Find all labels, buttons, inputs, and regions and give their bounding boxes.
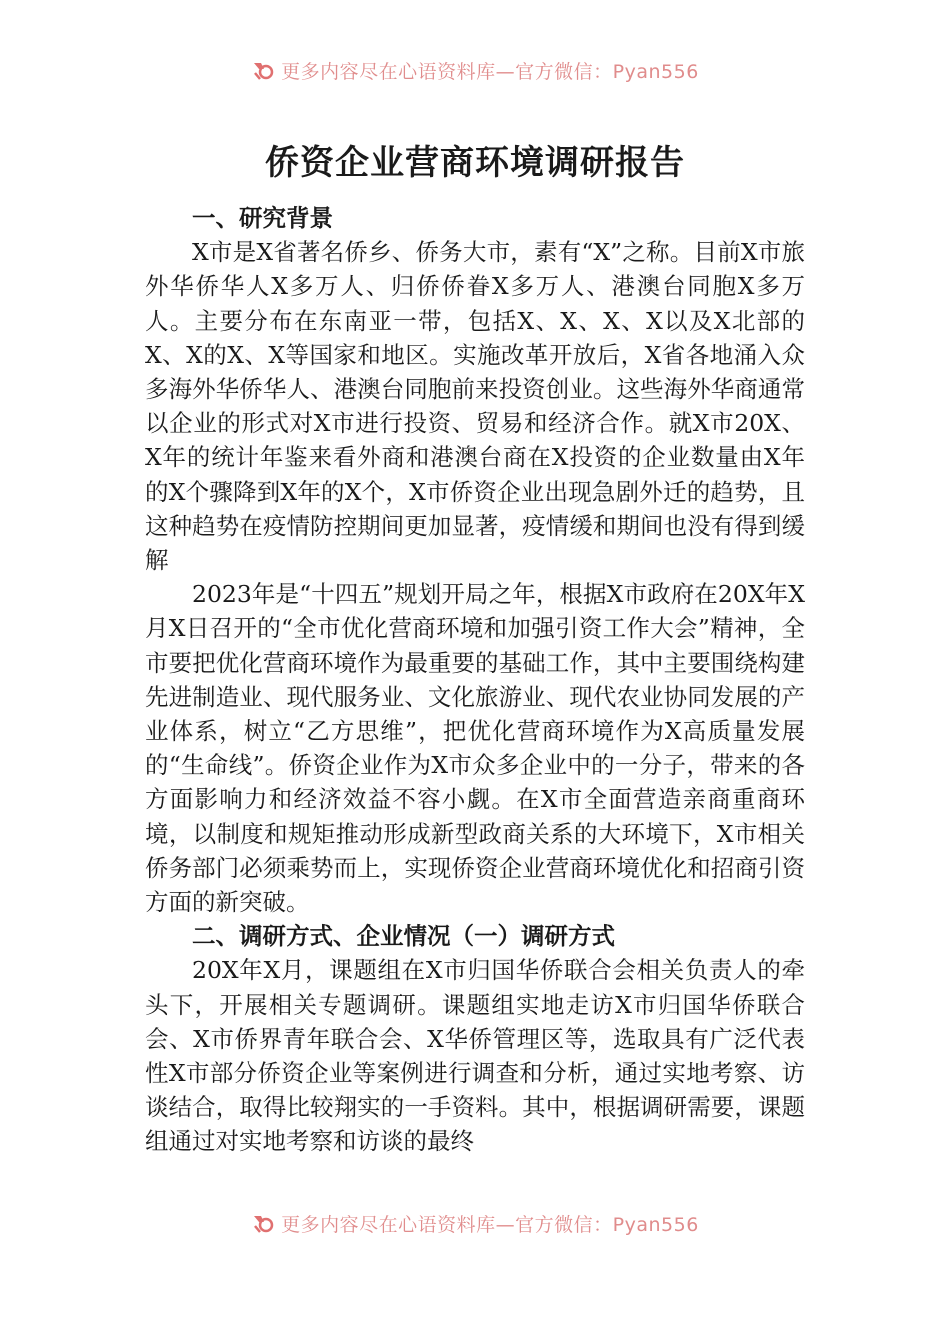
watermark-header (0, 55, 950, 85)
logo-icon (251, 59, 275, 81)
paragraph-planning: 2023年是“十四五”规划开局之年，根据X市政府在20X年X月X日召开的“全市优化营商环境和加强引资工作大会”精神，全市要把优化营商环境作为最重要的基础工作，其中主要围绕构建先进制造业、现代服务业、文化旅游业、现代农业协同发展的产业体系，树立“乙方思维”，把优化营商环境作为X高质量发展的“生命线”。侨资企业作为X市众多企业中的一分子，带来的各方面影响力和经济效益不容小觑。在X市全面营造亲商重商环境，以制度和规矩推动形成新型政商关系的大环境下，X市相关侨务部门必须乘势而上，实现侨资企业营商环境优化和招商引资方面的新突破。 (145, 580, 805, 917)
watermark-footer (0, 1208, 950, 1238)
document-title: 侨资企业营商环境调研报告 (265, 143, 685, 183)
watermark-text: 更多内容尽在心语资料库—官方微信：Pyan556 (281, 60, 699, 83)
section-heading-methods: 二、调研方式、企业情况（一）调研方式 (192, 922, 615, 951)
paragraph-background: X市是X省著名侨乡、侨务大市，素有“X”之称。目前X市旅外华侨华人X多万人、归侨侨眷X多万人、港澳台同胞X多万人。主要分布在东南亚一带，包括X、X、X、X以及X北部的X、X的X、X等国家和地区。实施改革开放后，X省各地涌入众多海外华侨华人、港澳台同胞前来投资创业。这些海外华商通常以企业的形式对X市进行投资、贸易和经济合作。就X市20X、X年的统计年鉴来看外商和港澳台商在X投资的企业数量由X年的X个骤降到X年的X个，X市侨资企业出现急剧外迁的趋势，且这种趋势在疫情防控期间更加显著，疫情缓和期间也没有得到缓解 (145, 238, 805, 575)
document-body (145, 201, 805, 1159)
logo-icon (251, 1212, 275, 1234)
watermark-text: 更多内容尽在心语资料库—官方微信：Pyan556 (281, 1213, 699, 1236)
paragraph-methods: 20X年X月，课题组在X市归国华侨联合会相关负责人的牵头下，开展相关专题调研。课题组实地走访X市归国华侨联合会、X市侨界青年联合会、X华侨管理区等，选取具有广泛代表性X市部分侨资企业等案例进行调查和分析，通过实地考察、访谈结合，取得比较翔实的一手资料。其中，根据调研需要，课题组通过对实地考察和访谈的最终 (145, 956, 805, 1156)
section-heading-background: 一、研究背景 (192, 204, 333, 232)
